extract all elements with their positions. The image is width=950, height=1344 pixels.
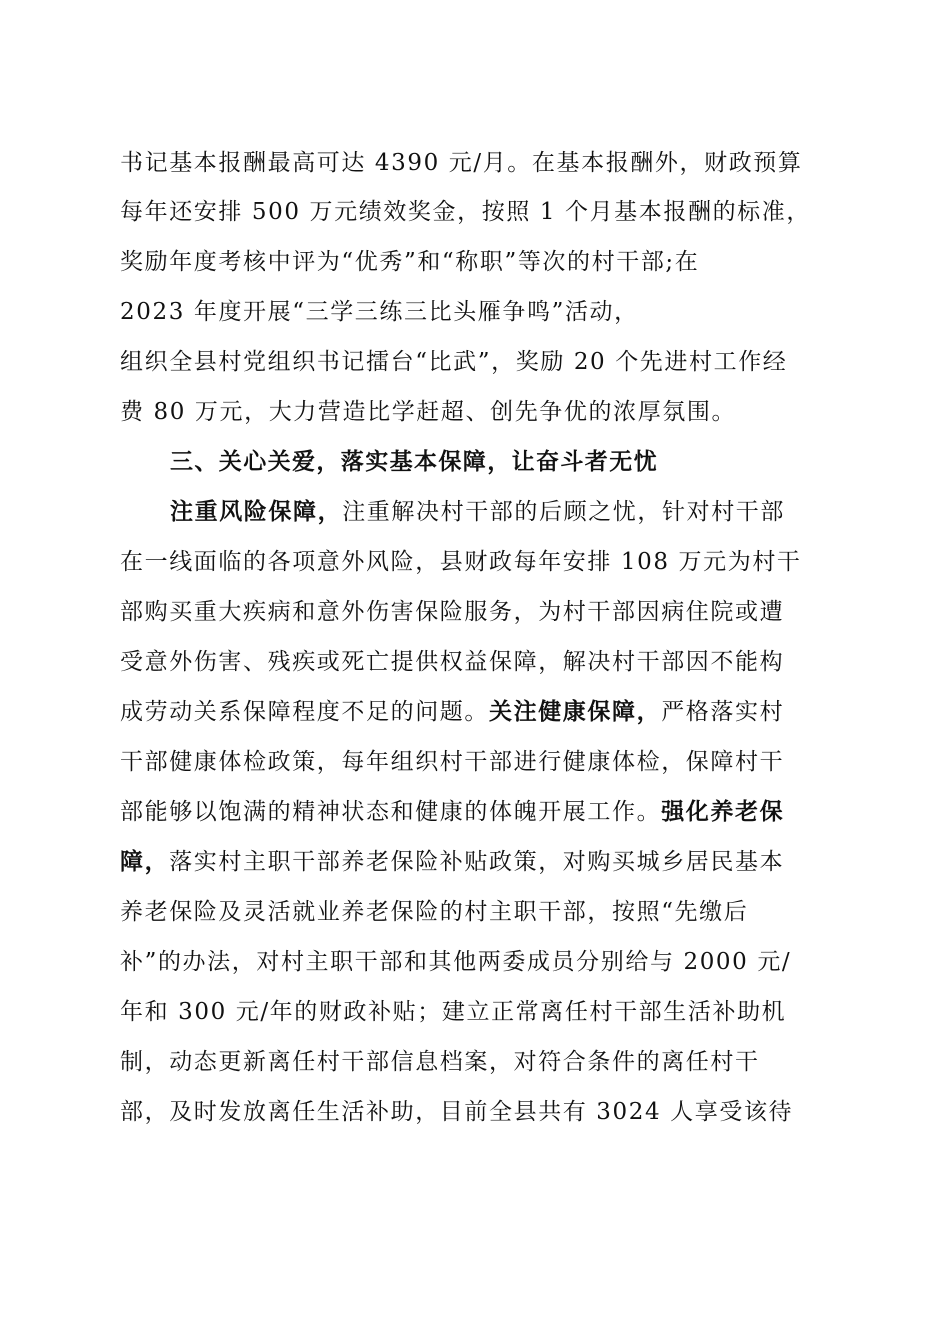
- text-line: 年和 300 元/年的财政补贴；建立正常离任村干部生活补助机: [120, 999, 787, 1025]
- text-line: [170, 497, 785, 527]
- text-line: 养老保险及灵活就业养老保险的村主职干部，按照“先缴后: [120, 899, 749, 925]
- text-line: 2023 年度开展“三学三练三比头雁争鸣”活动，: [120, 299, 639, 325]
- text-span: 落实村主职干部养老保险补贴政策，对购买城乡居民基本: [169, 849, 785, 875]
- bold-lead: 强化养老保: [661, 799, 785, 825]
- text-line: 部，及时发放离任生活补助，目前全县共有 3024 人享受该待: [120, 1099, 794, 1125]
- text-line: 在一线面临的各项意外风险，县财政每年安排 108 万元为村干: [120, 549, 802, 575]
- text-line: 制，动态更新离任村干部信息档案，对符合条件的离任村干: [120, 1049, 760, 1075]
- bold-lead: 关注健康保障，: [489, 699, 662, 725]
- text-line: 奖励年度考核中评为“优秀”和“称职”等次的村干部;在: [120, 249, 700, 275]
- bold-lead: 障，: [120, 849, 170, 875]
- section-heading: 三、关心关爱，落实基本保障，让奋斗者无忧: [170, 449, 658, 475]
- text-line: 受意外伤害、残疾或死亡提供权益保障，解决村干部因不能构: [120, 649, 785, 675]
- text-span: 注重解决村干部的后顾之忧，针对村干部: [342, 499, 786, 525]
- text-line: 部购买重大疾病和意外伤害保险服务，为村干部因病住院或遭: [120, 599, 785, 625]
- text-line: 每年还安排 500 万元绩效奖金，按照 1 个月基本报酬的标准，: [120, 199, 811, 225]
- text-line: 组织全县村党组织书记擂台“比武”，奖励 20 个先进村工作经: [120, 349, 788, 375]
- text-line: 补”的办法，对村主职干部和其他两委成员分别给与 2000 元/: [120, 949, 792, 975]
- text-line: [120, 847, 784, 877]
- text-span: 部能够以饱满的精神状态和健康的体魄开展工作。: [120, 799, 662, 825]
- text-line: [120, 697, 784, 727]
- text-line: 书记基本报酬最高可达 4390 元/月。在基本报酬外，财政预算: [120, 150, 803, 176]
- bold-lead: 注重风险保障，: [170, 499, 343, 525]
- text-line: [120, 797, 784, 827]
- text-span: 成劳动关系保障程度不足的问题。: [120, 699, 489, 725]
- text-span: 严格落实村: [661, 699, 785, 725]
- text-line: 干部健康体检政策，每年组织村干部进行健康体检，保障村干: [120, 749, 785, 775]
- text-line: 费 80 万元，大力营造比学赶超、创先争优的浓厚氛围。: [120, 399, 737, 425]
